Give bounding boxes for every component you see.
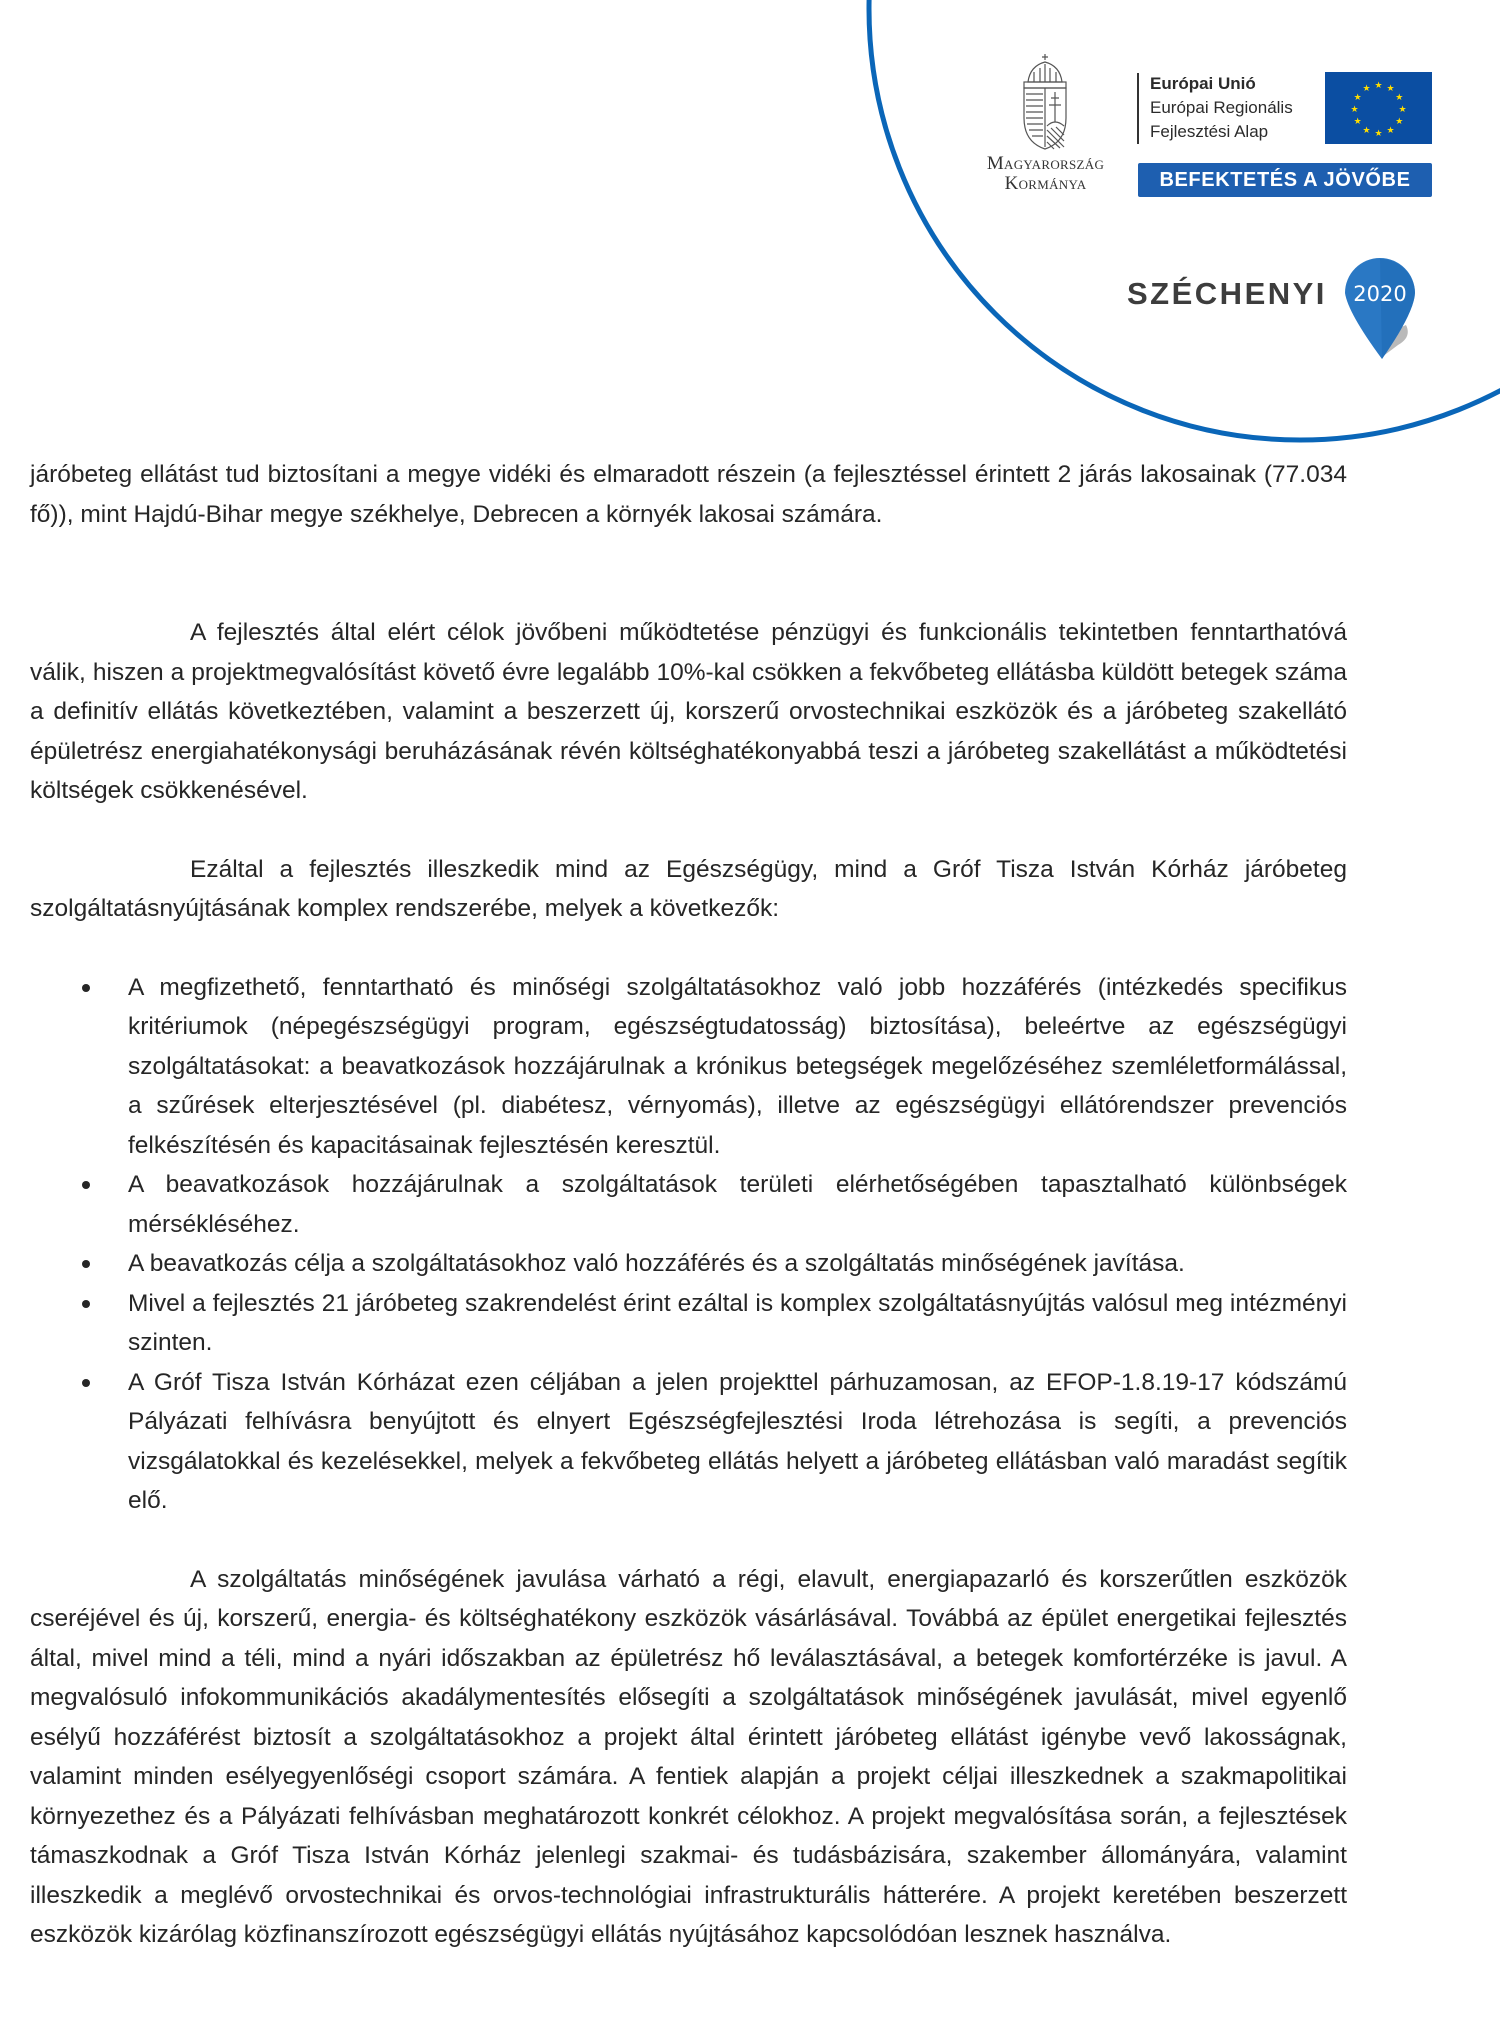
svg-text:★: ★ [1395, 93, 1404, 103]
list-item [30, 1284, 1347, 1363]
svg-text:★: ★ [1362, 125, 1371, 136]
svg-text:★: ★ [1398, 105, 1407, 115]
invest-in-future-banner: BEFEKTETÉS A JÖVŐBE [1138, 163, 1432, 197]
decorative-blue-arc [0, 0, 1500, 450]
svg-text:★: ★ [1386, 84, 1395, 95]
eu-divider [1137, 73, 1139, 144]
hungarian-coat-of-arms-icon [1018, 52, 1072, 152]
svg-text:2020: 2020 [1353, 282, 1407, 306]
list-item [30, 1165, 1347, 1244]
paragraph-1: járóbeteg ellátást tud biztosítani a megye vidéki és elmaradott részein (a fejlesztéssel érintett 2 járás lakosainak (77.034 fő)), mint Hajdú-Bihar megye székhelye, Debrecen a környék lakosai számára. [30, 461, 1347, 528]
eu-fund-text [1150, 72, 1293, 144]
paragraph-3: Ezáltal a fejlesztés illeszkedik mind az Egészségügy, mind a Gróf Tisza István Kórház járóbeteg szolgáltatásnyújtásának komplex rendszerébe, melyek a következők: [30, 855, 1347, 922]
list-item-text: A Gróf Tisza István Kórházat ezen céljában a jelen projekttel párhuzamosan, az EFOP-1.8.19-17 kódszámú Pályázati felhívásra benyújtott és elnyert Egészségfejlesztési Iroda létrehozása is segíti, a prevenciós vizsgálatokkal és kezelésekkel, melyek a fekvőbeteg ellátás helyett a járóbeteg ellátásban való maradást segítik elő. [128, 1368, 1347, 1514]
bullet-icon [82, 1181, 90, 1189]
szechenyi-logo-text: SZÉCHENYI [1127, 276, 1327, 311]
svg-text:★: ★ [1350, 105, 1359, 115]
eu-title: Európai Unió [1150, 74, 1256, 93]
svg-text:★: ★ [1362, 84, 1371, 95]
svg-text:★: ★ [1386, 125, 1395, 136]
svg-text:★: ★ [1353, 93, 1362, 103]
bullet-icon [82, 984, 90, 992]
list-item [30, 1363, 1347, 1521]
bullet-icon [82, 1379, 90, 1387]
eu-flag-icon [1325, 72, 1432, 144]
document-body [30, 455, 1347, 1955]
list-item [30, 1244, 1347, 1284]
list-item-text: A megfizethető, fenntartható és minőségi szolgáltatásokhoz való jobb hozzáférés (intézkedés specifikus kritériumok (népegészségügyi program, egészségtudatosság) biztosítása), beleértve az egészségügyi szolgáltatásokat: a beavatkozások hozzájárulnak a krónikus betegségek megelőzéséhez szemléletformálással, a szűrések elterjesztésével (pl. diabétesz, vérnyomás), illetve az egészségügyi ellátórendszer prevenciós felkészítésén és kapacitásainak fejlesztésén keresztül. [128, 973, 1347, 1159]
page-header [0, 0, 1500, 450]
paragraph-4: A szolgáltatás minőségének javulása várható a régi, elavult, energiapazarló és korszerűtlen eszközök cseréjével és új, korszerű, energia- és költséghatékony eszközök vásárlásával. Továbbá az épület energetikai fejlesztés által, mivel mind a téli, mind a nyári időszakban az épületrész hő leválasztásával, a betegek komfortérzéke is javul. A megvalósuló infokommunikációs akadálymentesítés elősegíti a szolgáltatások minőségének javulását, mivel egyenlő esélyű hozzáférést biztosít a szolgáltatásokhoz a projekt által érintett járóbeteg ellátást igénybe vevő lakosságnak, valamint minden esélyegyenlőségi csoport számára. A fentiek alapján a projekt céljai illeszkednek a szakmapolitikai környezethez és a Pályázati felhívásban meghatározott konkrét célokhoz. A projekt megvalósítása során, a fejlesztések támaszkodnak a Gróf Tisza István Kórház jelenlegi szakmai- és tudásbázisára, szakember állományára, valamint illeszkedik a meglévő orvostechnikai és orvos-technológiai infrastrukturális hátterére. A projekt keretében beszerzett eszközök kizárólag közfinanszírozott egészségügyi ellátás nyújtásához kapcsolódóan lesznek használva. [30, 1565, 1347, 1948]
bullet-icon [82, 1260, 90, 1268]
eu-fund-line2: Fejlesztési Alap [1150, 122, 1269, 141]
eu-fund-line1: Európai Regionális [1150, 98, 1293, 117]
list-item-text: Mivel a fejlesztés 21 járóbeteg szakrendelést érint ezáltal is komplex szolgáltatásnyújtás valósul meg intézményi szinten. [128, 1289, 1347, 1356]
list-item-text: A beavatkozás célja a szolgáltatásokhoz való hozzáférés és a szolgáltatás minőségének javítása. [128, 1250, 1185, 1277]
svg-text:★: ★ [1374, 81, 1383, 91]
bullet-icon [82, 1300, 90, 1308]
government-logo-text [968, 154, 1123, 194]
szechenyi-2020-pin-icon [1340, 255, 1425, 363]
government-name-line1: Magyarország [986, 153, 1105, 174]
bullet-list [30, 968, 1347, 1521]
paragraph-2: A fejlesztés által elért célok jövőbeni működtetése pénzügyi és funkcionális tekintetben fenntarthatóvá válik, hiszen a projektmegvalósítást követő évre legalább 10%-kal csökken a fekvőbeteg ellátásba küldött betegek száma a definitív ellátás következtében, valamint a beszerzett új, korszerű orvostechnikai eszközök és a járóbeteg szakellátó épületrész energiahatékonysági beruházásának révén költséghatékonyabbá teszi a járóbeteg szakellátást a működtetési költségek csökkenésével. [30, 619, 1347, 804]
svg-text:★: ★ [1395, 117, 1404, 127]
list-item-text: A beavatkozások hozzájárulnak a szolgáltatások területi elérhetőségében tapasztalható különbségek mérsékléséhez. [128, 1171, 1347, 1238]
list-item [30, 968, 1347, 1166]
svg-text:★: ★ [1353, 117, 1362, 127]
svg-text:★: ★ [1374, 129, 1383, 139]
government-name-line2: Kormánya [1004, 173, 1087, 194]
